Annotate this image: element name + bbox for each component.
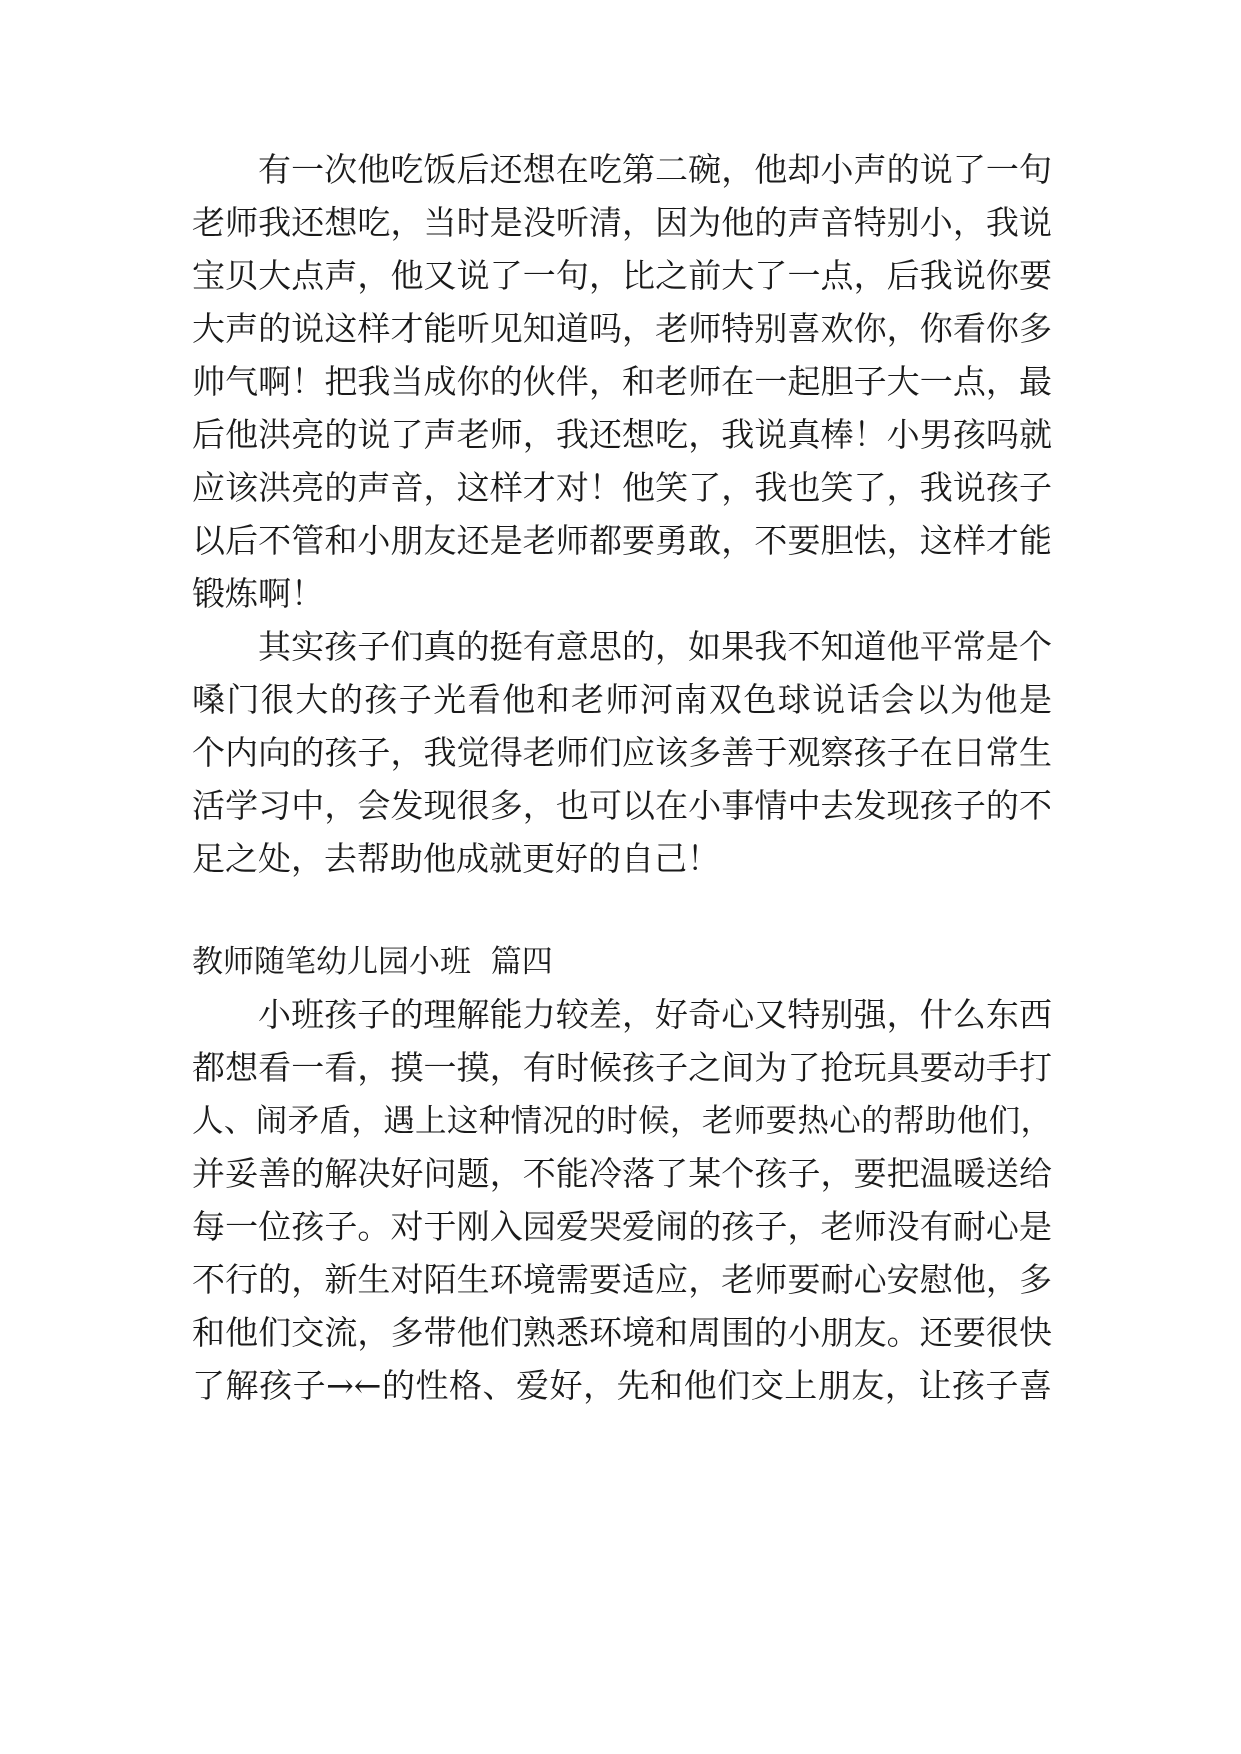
paragraph2-line: 嗓门很大的孩子光看他和老师河南双色球说话会以为他是 — [192, 680, 1052, 719]
paragraph2-line: 个内向的孩子，我觉得老师们应该多善于观察孩子在日常生 — [192, 733, 1052, 772]
paragraph3-line: 都想看一看，摸一摸，有时候孩子之间为了抢玩具要动手打 — [192, 1048, 1052, 1087]
paragraph1-line: 锻炼啊！ — [192, 574, 324, 613]
paragraph2-line: 活学习中，会发现很多，也可以在小事情中去发现孩子的不 — [192, 786, 1052, 825]
paragraph3-line: 了解孩子→←的性格、爱好，先和他们交上朋友，让孩子喜 — [192, 1366, 1052, 1405]
paragraph1-line: 大声的说这样才能听见知道吗，老师特别喜欢你，你看你多 — [192, 309, 1052, 348]
paragraph2-line: 足之处，去帮助他成就更好的自己！ — [192, 839, 720, 878]
paragraph3-line: 和他们交流，多带他们熟悉环境和周围的小朋友。还要很快 — [192, 1313, 1052, 1352]
paragraph1-line: 老师我还想吃，当时是没听清，因为他的声音特别小，我说 — [192, 203, 1052, 242]
paragraph1-line: 宝贝大点声，他又说了一句，比之前大了一点，后我说你要 — [192, 256, 1052, 295]
paragraph3-line: 不行的，新生对陌生环境需要适应，老师要耐心安慰他，多 — [192, 1260, 1052, 1299]
paragraph3-line: 每一位孩子。对于刚入园爱哭爱闹的孩子，老师没有耐心是 — [192, 1207, 1052, 1246]
paragraph3-line: 人、闹矛盾，遇上这种情况的时候，老师要热心的帮助他们， — [192, 1103, 1052, 1139]
paragraph1-line: 后他洪亮的说了声老师，我还想吃，我说真棒！小男孩吗就 — [192, 415, 1052, 454]
paragraph3-line: 并妥善的解决好问题，不能冷落了某个孩子，要把温暖送给 — [192, 1154, 1052, 1193]
paragraph1-line: 应该洪亮的声音，这样才对！他笑了，我也笑了，我说孩子 — [192, 468, 1052, 507]
paragraph3-line: 小班孩子的理解能力较差，好奇心又特别强，什么东西 — [258, 995, 1052, 1034]
paragraph1-line: 帅气啊！把我当成你的伙伴，和老师在一起胆子大一点，最 — [192, 362, 1052, 401]
paragraph1-line: 以后不管和小朋友还是老师都要勇敢，不要胆怯，这样才能 — [192, 521, 1052, 560]
paragraph2-line: 其实孩子们真的挺有意思的，如果我不知道他平常是个 — [258, 627, 1052, 666]
paragraph1-line: 有一次他吃饭后还想在吃第二碗，他却小声的说了一句 — [258, 150, 1052, 189]
section-heading: 教师随笔幼儿园小班 篇四 — [192, 944, 553, 980]
